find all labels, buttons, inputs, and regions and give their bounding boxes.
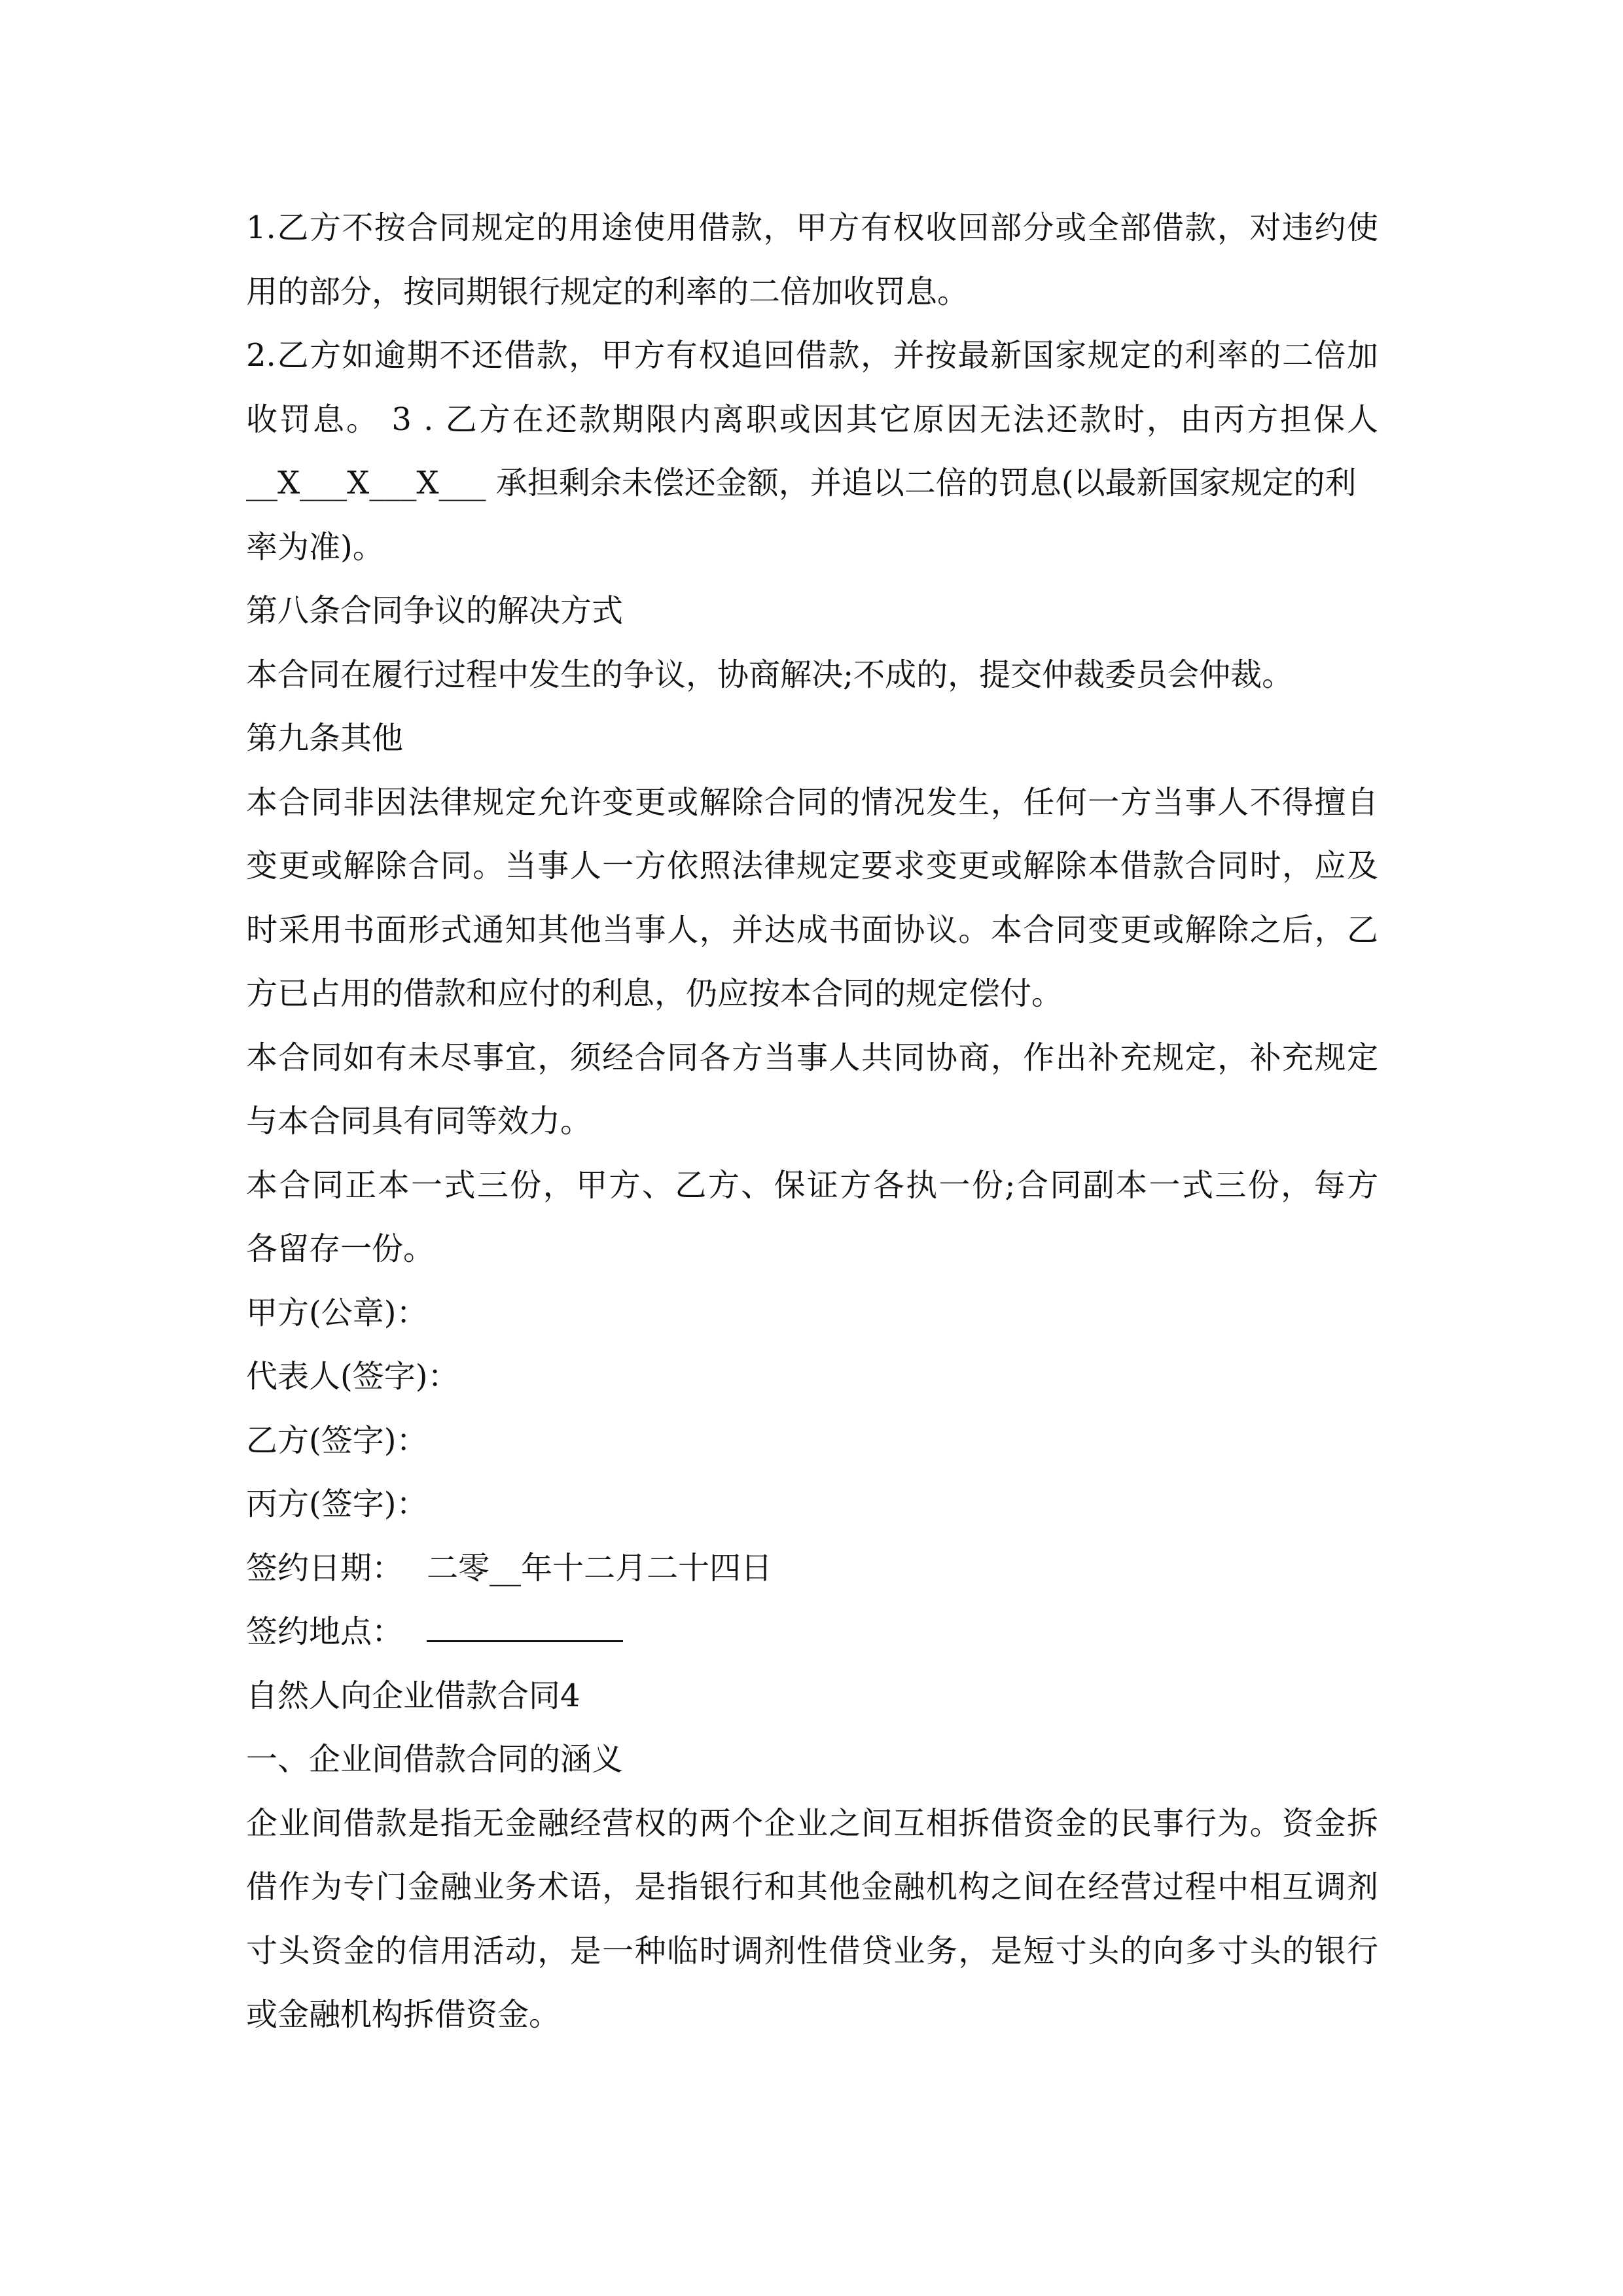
signing-date <box>246 1537 1378 1601</box>
article7-item3-line3 <box>246 452 1378 516</box>
article7-item3-line3-text: 承担剩余未偿还金额，并追以二倍的罚息(以最新国家规定的利 <box>486 465 1357 501</box>
article9-p2-line1: 本合同如有未尽事宜，须经合同各方当事人共同协商，作出补充规定，补充规定 <box>246 1039 1378 1076</box>
signing-date-value: 二零__年十二月二十四日 <box>427 1549 773 1587</box>
article9-p1-line2: 变更或解除合同。当事人一方依照法律规定要求变更或解除本借款合同时，应及 <box>246 848 1378 884</box>
contract4-def-line3: 寸头资金的信用活动，是一种临时调剂性借贷业务，是短寸头的向多寸头的银行 <box>246 1932 1378 1969</box>
signing-place <box>246 1600 1378 1664</box>
article9-p3-line1: 本合同正本一式三份，甲方、乙方、保证方各执一份;合同副本一式三份，每方 <box>246 1166 1378 1204</box>
article9-p3-line2: 各留存一份。 <box>246 1230 435 1267</box>
article9-p2-line2: 与本合同具有同等效力。 <box>246 1103 592 1139</box>
document-body <box>246 196 1378 2047</box>
contract4-def-line1: 企业间借款是指无金融经营权的两个企业之间互相拆借资金的民事行为。资金拆 <box>246 1804 1378 1842</box>
signature-party-a-seal: 甲方(公章)： <box>246 1294 428 1331</box>
signing-place-label: 签约地点： <box>246 1613 404 1650</box>
article9-p1-line3: 时采用书面形式通知其他当事人，并达成书面协议。本合同变更或解除之后，乙 <box>246 911 1378 948</box>
signature-representative: 代表人(签字)： <box>246 1358 459 1395</box>
article8-heading: 第八条合同争议的解决方式 <box>246 592 624 629</box>
contract4-def-line4: 或金融机构拆借资金。 <box>246 1996 561 2033</box>
article7-item3-line4: 率为准)。 <box>246 528 384 565</box>
contract4-title: 自然人向企业借款合同4 <box>246 1677 580 1714</box>
article7-item1-line1: 1.乙方不按合同规定的用途使用借款，甲方有权收回部分或全部借款，对违约使 <box>246 209 1378 246</box>
signing-place-blank <box>427 1611 623 1642</box>
signature-party-b: 乙方(签字)： <box>246 1422 428 1459</box>
article9-heading: 第九条其他 <box>246 720 404 757</box>
article9-p1-line4: 方已占用的借款和应付的利息，仍应按本合同的规定偿付。 <box>246 975 1063 1012</box>
signature-party-c: 丙方(签字)： <box>246 1486 428 1522</box>
article7-item2-line1: 2.乙方如逾期不还借款，甲方有权追回借款，并按最新国家规定的利率的二倍加 <box>246 337 1378 374</box>
contract4-section1-heading: 一、企业间借款合同的涵义 <box>246 1741 624 1778</box>
contract4-def-line2: 借作为专门金融业务术语，是指银行和其他金融机构之间在经营过程中相互调剂 <box>246 1869 1378 1905</box>
signing-date-label: 签约日期： <box>246 1549 404 1587</box>
guarantor-name-blanks: __X___X___X___ <box>246 465 486 501</box>
article8-text: 本合同在履行过程中发生的争议，协商解决;不成的，提交仲裁委员会仲裁。 <box>246 656 1294 693</box>
article9-p1-line1: 本合同非因法律规定允许变更或解除合同的情况发生，任何一方当事人不得擅自 <box>246 783 1378 821</box>
article7-item1-line2: 用的部分，按同期银行规定的利率的二倍加收罚息。 <box>246 273 969 310</box>
article7-item2-line2: 收罚息。 3 . 乙方在还款期限内离职或因其它原因无法还款时，由丙方担保人 <box>246 401 1378 438</box>
